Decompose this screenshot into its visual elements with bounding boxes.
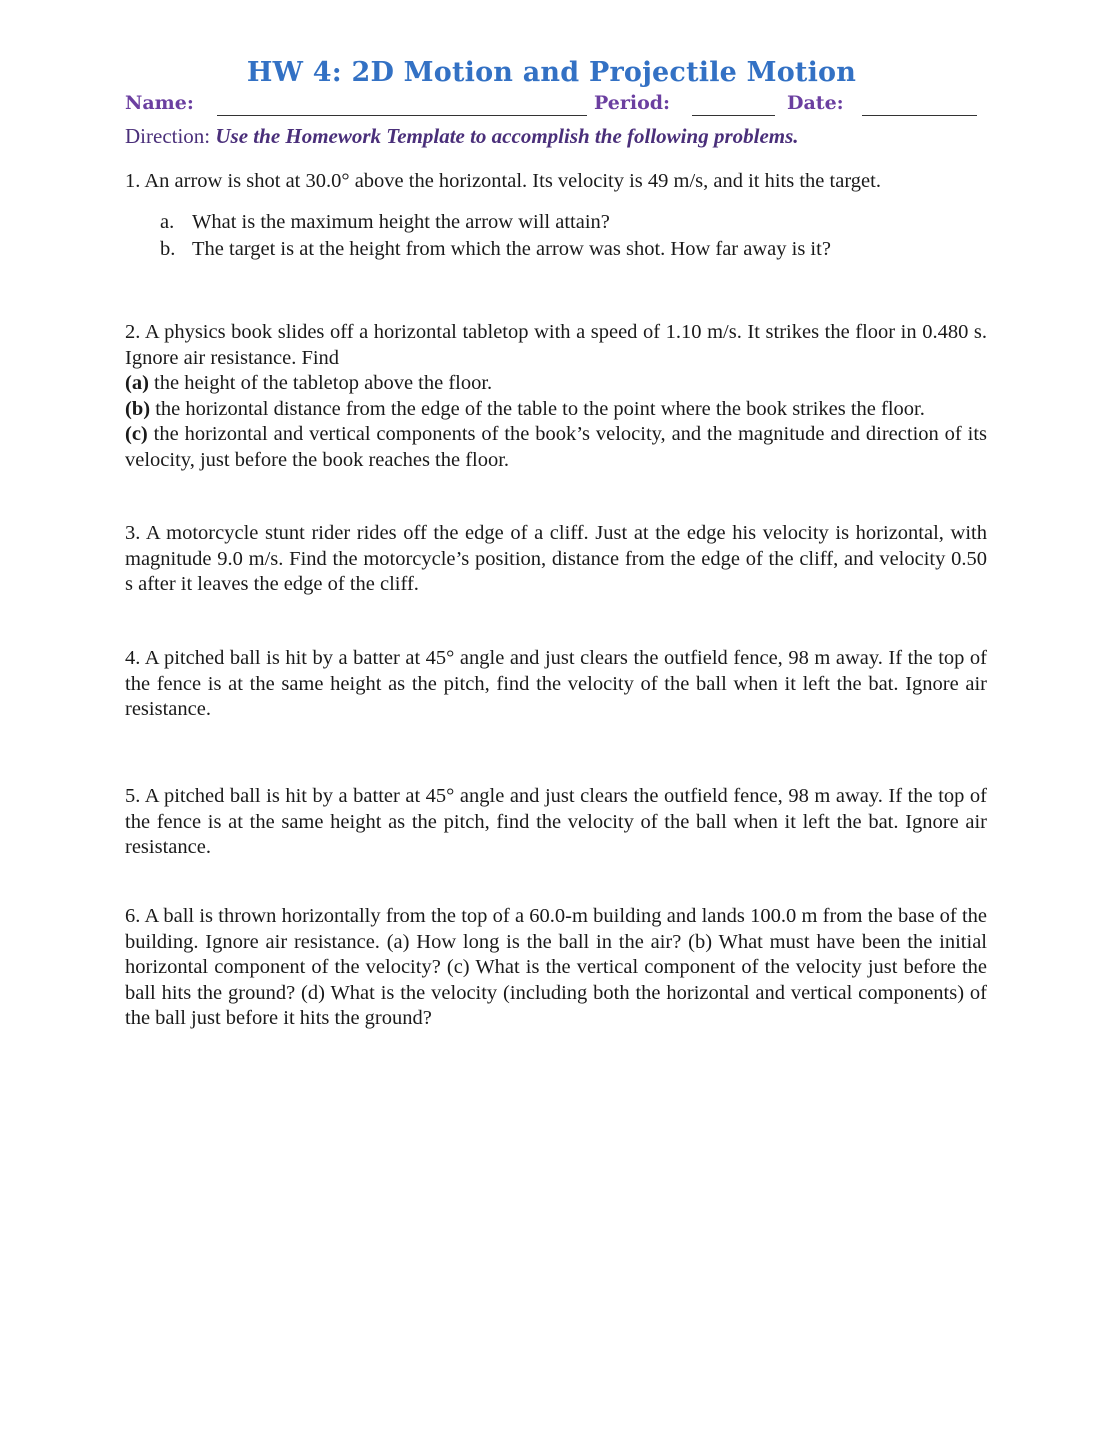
period-label: Period: (594, 92, 671, 114)
name-label: Name: (125, 92, 194, 114)
part-letter: (a) (125, 372, 149, 394)
part-text: The target is at the height from which the arrow was shot. How far away is it? (192, 238, 831, 260)
student-info-row (125, 92, 977, 120)
part-text: the height of the tabletop above the floor. (154, 372, 493, 394)
problem-3-text: 3. A motorcycle stunt rider rides off the edge of a cliff. Just at the edge his velocity is horizontal, with magnitude 9.0 m/s. Find the motorcycle’s position, distance from the edge of the cliff, and velocity 0.50 s after it leaves the edge of the cliff. (125, 522, 987, 595)
problem-2-intro: 2. A physics book slides off a horizontal tabletop with a speed of 1.10 m/s. It strikes the floor in 0.480 s. Ignore air resistance. Find (125, 321, 987, 369)
problem-2 (125, 320, 987, 473)
name-blank[interactable] (217, 115, 587, 116)
direction-label: Direction: (125, 124, 211, 148)
part-letter: a. (160, 211, 175, 233)
problem-5 (125, 784, 987, 861)
problem-2-part-a (125, 371, 987, 397)
problem-1-text: 1. An arrow is shot at 30.0° above the horizontal. Its velocity is 49 m/s, and it hits the target. (125, 170, 881, 192)
period-blank[interactable] (692, 115, 775, 116)
direction-text: Use the Homework Template to accomplish the following problems. (215, 124, 799, 148)
problem-1-part-a (160, 210, 610, 236)
problem-1 (125, 169, 987, 195)
problem-6-text: 6. A ball is thrown horizontally from the top of a 60.0-m building and lands 100.0 m from the base of the building. Ignore air resistance. (a) How long is the ball in the air? (b) What must have been the initial horizontal component of the velocity? (c) What is the vertical component of the velocity just before the ball hits the ground? (d) What is the velocity (including both the horizontal and vertical components) of the ball just before it hits the ground? (125, 905, 987, 1029)
page-title: HW 4: 2D Motion and Projectile Motion (246, 57, 857, 88)
problem-5-text: 5. A pitched ball is hit by a batter at 45° angle and just clears the outfield fence, 98 m away. If the top of the fence is at the same height as the pitch, find the velocity of the ball when it left the bat. Ignore air resistance. (125, 785, 987, 858)
part-letter: b. (160, 238, 176, 260)
problem-4 (125, 646, 987, 723)
part-text: the horizontal and vertical components of the book’s velocity, and the magnitude and direction of its velocity, just before the book reaches the floor. (125, 423, 987, 471)
problem-1-part-b (160, 237, 831, 263)
date-blank[interactable] (862, 115, 977, 116)
part-letter: (c) (125, 423, 148, 445)
part-text: the horizontal distance from the edge of the table to the point where the book strikes the floor. (155, 397, 925, 420)
part-letter: (b) (125, 397, 151, 420)
problem-2-part-b (125, 397, 987, 423)
problem-2-part-c (125, 422, 987, 473)
direction-line (125, 124, 799, 149)
problem-3 (125, 521, 987, 598)
problem-6 (125, 904, 987, 1032)
part-text: What is the maximum height the arrow will attain? (192, 211, 610, 233)
problem-4-text: 4. A pitched ball is hit by a batter at 45° angle and just clears the outfield fence, 98 m away. If the top of the fence is at the same height as the pitch, find the velocity of the ball when it left the bat. Ignore air resistance. (125, 647, 987, 720)
date-label: Date: (787, 92, 844, 114)
